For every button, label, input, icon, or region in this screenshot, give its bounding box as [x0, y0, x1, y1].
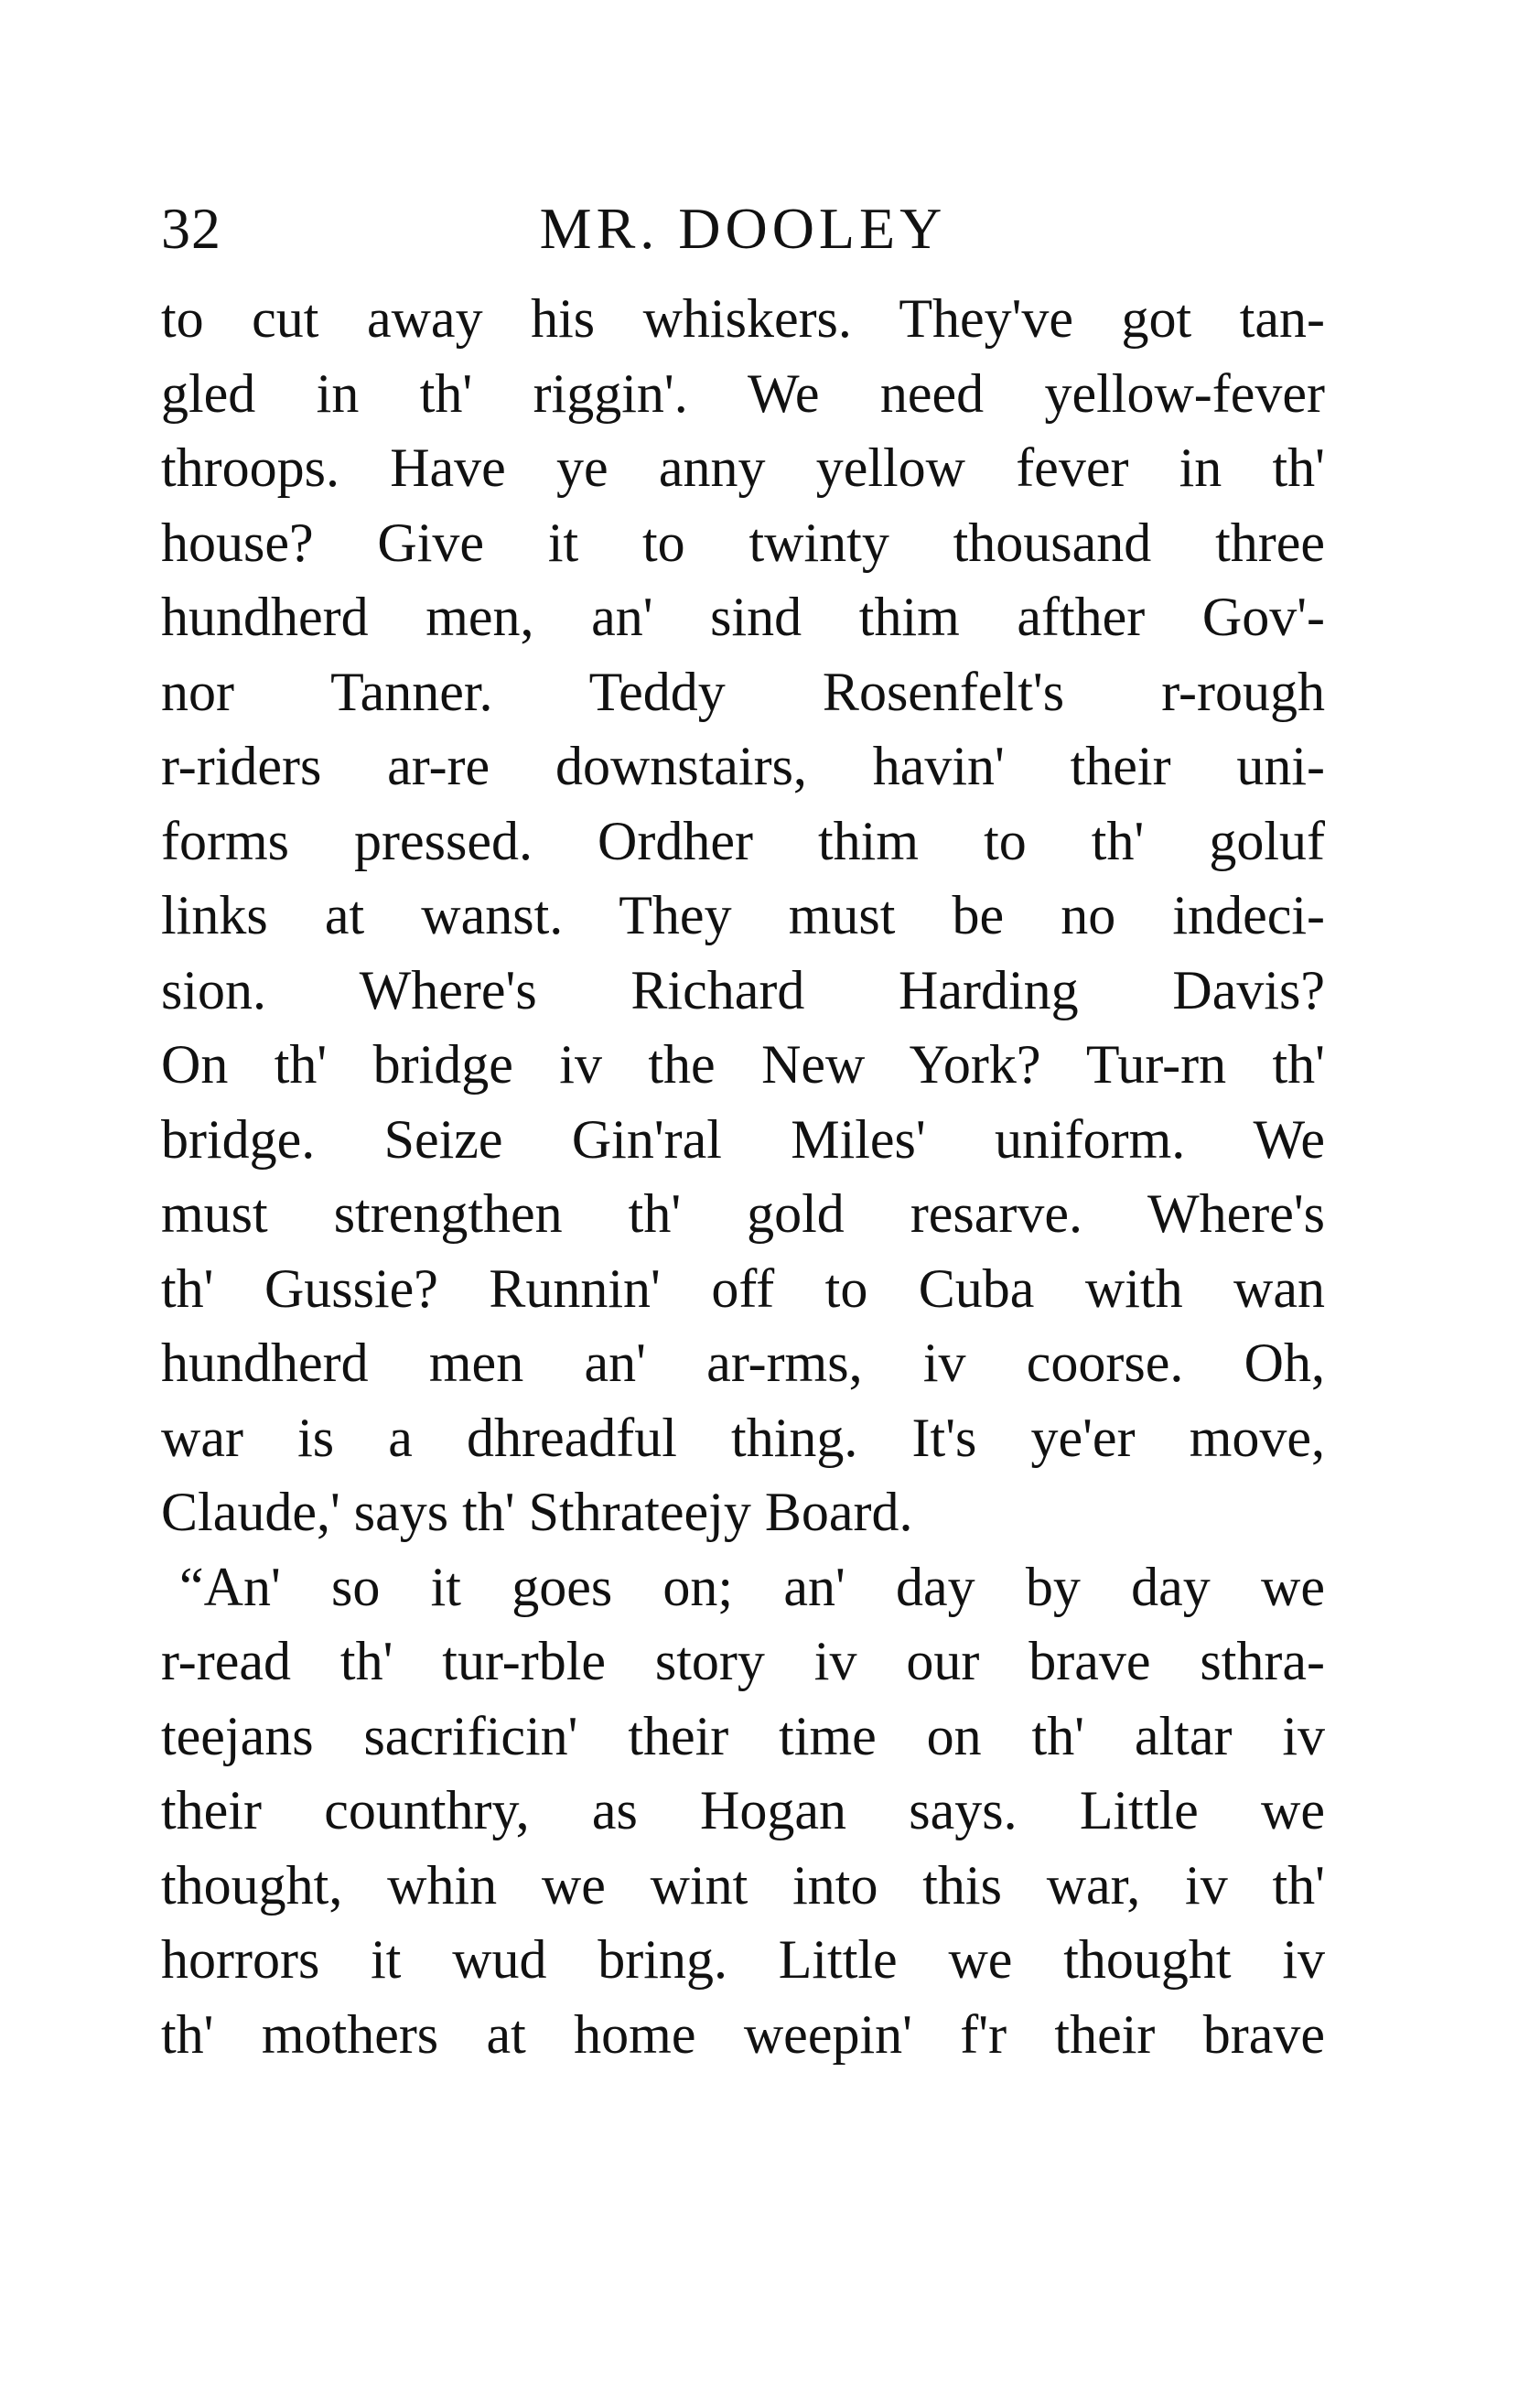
text-line: r-riders ar-re downstairs, havin' their uni- — [161, 736, 1325, 796]
text-line: teejans sacrificin' their time on th' altar iv — [161, 1705, 1325, 1766]
text-line: house? Give it to twinty thousand three — [161, 512, 1325, 573]
text-line: r-read th' tur-rble story iv our brave sthra- — [161, 1631, 1325, 1691]
page-number: 32 — [161, 196, 221, 261]
text-line: bridge. Seize Gin'ral Miles' uniform. We — [161, 1108, 1325, 1170]
text-line: throops. Have ye anny yellow fever in th' — [161, 437, 1325, 498]
text-line: th' Gussie? Runnin' off to Cuba with wan — [161, 1257, 1325, 1319]
running-title: MR. DOOLEY — [539, 196, 947, 261]
text-line: their counthry, as Hogan says. Little we — [161, 1780, 1325, 1840]
page-header — [161, 188, 1325, 270]
text-line: Claude,' says th' Sthrateejy Board. — [161, 1482, 913, 1542]
text-line: nor Tanner. Teddy Rosenfelt's r-rough — [161, 661, 1325, 722]
text-line: war is a dhreadful thing. It's ye'er move, — [161, 1407, 1325, 1468]
text-line: gled in th' riggin'. We need yellow-fever — [161, 362, 1325, 424]
text-line: “An' so it goes on; an' day by day we — [179, 1556, 1325, 1617]
text-line: th' mothers at home weepin' f'r their brave — [161, 2003, 1325, 2065]
body-text — [161, 282, 1325, 2072]
text-line: links at wanst. They must be no indeci- — [161, 885, 1325, 945]
text-line: to cut away his whiskers. They've got tan- — [161, 288, 1325, 349]
text-line: forms pressed. Ordher thim to th' goluf — [161, 810, 1325, 871]
text-line: hundherd men, an' sind thim afther Gov'- — [161, 587, 1325, 647]
text-line: must strengthen th' gold resarve. Where's — [161, 1183, 1325, 1244]
text-line: On th' bridge iv the New York? Tur-rn th' — [161, 1034, 1325, 1095]
text-line: sion. Where's Richard Harding Davis? — [161, 959, 1325, 1020]
text-line: thought, whin we wint into this war, iv th' — [161, 1854, 1325, 1916]
text-line: hundherd men an' ar-rms, iv coorse. Oh, — [161, 1333, 1325, 1393]
text-line: horrors it wud bring. Little we thought iv — [161, 1929, 1325, 1990]
